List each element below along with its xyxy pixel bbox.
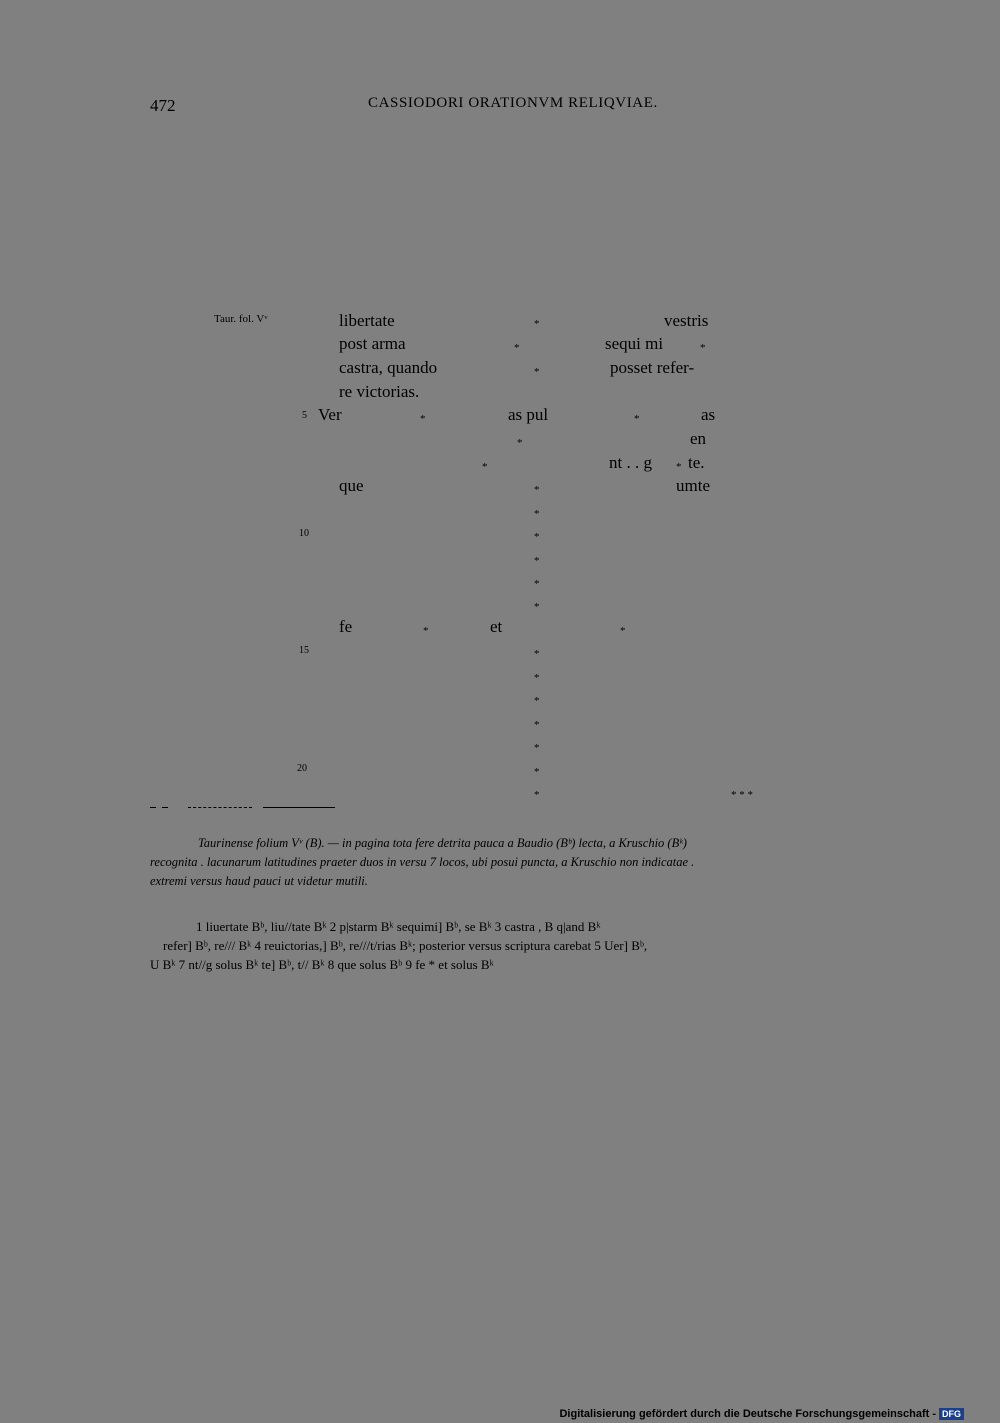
line-number-5: 5 [302, 410, 307, 421]
lacuna-asterisk: * [482, 461, 488, 473]
text-line-5a: Ver [318, 405, 342, 424]
text-line-7a: nt . . g [609, 453, 652, 472]
text-line-2b: sequi mi [605, 334, 664, 353]
lacuna-asterisk: * [534, 742, 540, 754]
lacuna-asterisk: * [420, 413, 426, 425]
text-line-1b: vestris [664, 311, 709, 330]
lacuna-asterisk: * [534, 648, 540, 660]
lacuna-asterisk: * [634, 413, 640, 425]
text-line-3a: castra, quando [339, 358, 438, 377]
text-line-3b: posset refer- [610, 358, 695, 377]
lacuna-asterisk: * [534, 789, 540, 801]
text-line-1a: libertate [339, 311, 395, 330]
lacuna-asterisk: * [534, 672, 540, 684]
text-line-4: re victorias. [339, 382, 420, 401]
lacuna-asterisk: * [534, 719, 540, 731]
lacuna-asterisk: * [534, 695, 540, 707]
lacuna-asterisk: * [534, 555, 540, 567]
lacuna-asterisks-end: * * * [731, 789, 753, 801]
lacuna-asterisk: * [700, 342, 706, 354]
editorial-note-line-3: extremi versus haud pauci ut videtur mutili. [150, 874, 368, 888]
separator-rule [263, 807, 335, 808]
footer-text: Digitalisierung gefördert durch die Deutsche Forschungsgemeinschaft - [559, 1408, 936, 1420]
apparatus-line-1: 1 liuertate Bᵇ, liu//tate Bᵏ 2 p|starm Bᵏ sequimi] Bᵇ, se Bᵏ 3 castra , B q|and Bᵏ [196, 919, 601, 934]
lacuna-asterisk: * [676, 461, 682, 473]
text-line-6: en [690, 429, 707, 448]
lacuna-asterisk: * [534, 318, 540, 330]
separator-rule [162, 807, 168, 808]
line-number-15: 15 [299, 645, 309, 656]
separator-rule [188, 807, 252, 808]
text-line-14a: fe [339, 617, 353, 636]
lacuna-asterisk: * [423, 625, 429, 637]
text-line-2a: post arma [339, 334, 406, 353]
line-number-10: 10 [299, 528, 309, 539]
footer-credit [559, 1408, 964, 1420]
lacuna-asterisk: * [534, 578, 540, 590]
lacuna-asterisk: * [534, 601, 540, 613]
manuscript-reference: Taur. fol. Vᵛ [214, 313, 268, 325]
lacuna-asterisk: * [534, 508, 540, 520]
lacuna-asterisk: * [534, 366, 540, 378]
lacuna-asterisk: * [517, 437, 523, 449]
text-line-8b: umte [676, 476, 710, 495]
apparatus-line-3: U Bᵏ 7 nt//g solus Bᵏ te] Bᵇ, t// Bᵏ 8 que solus Bᵇ 9 fe * et solus Bᵏ [150, 957, 494, 972]
page-number: 472 [150, 96, 176, 115]
line-number-20: 20 [297, 763, 307, 774]
lacuna-asterisk: * [534, 531, 540, 543]
editorial-note-line-2: recognita . lacunarum latitudines praeter duos in versu 7 locos, ubi posui puncta, a Kruschio non indicatae . [150, 855, 695, 869]
lacuna-asterisk: * [514, 342, 520, 354]
text-line-7b: te. [688, 453, 705, 472]
separator-rule [150, 807, 156, 808]
text-line-5b: as pul [508, 405, 549, 424]
apparatus-line-2: refer] Bᵇ, re/// Bᵏ 4 reuictorias,] Bᵇ, re///t/rias Bᵏ; posterior versus scriptura carebat 5 Uer] Bᵇ, [163, 938, 648, 953]
lacuna-asterisk: * [534, 766, 540, 778]
dfg-logo: DFG [939, 1408, 964, 1420]
text-line-5c: as [701, 405, 716, 424]
running-title: CASSIODORI ORATIONVM RELIQVIAE. [368, 95, 658, 111]
text-line-14b: et [490, 617, 503, 636]
text-line-8a: que [339, 476, 364, 495]
lacuna-asterisk: * [620, 625, 626, 637]
editorial-note-line-1: Taurinense folium Vᵛ (B). — in pagina tota fere detrita pauca a Baudio (Bᵇ) lecta, a Kruschio (Bᵏ) [198, 836, 687, 850]
lacuna-asterisk: * [534, 484, 540, 496]
